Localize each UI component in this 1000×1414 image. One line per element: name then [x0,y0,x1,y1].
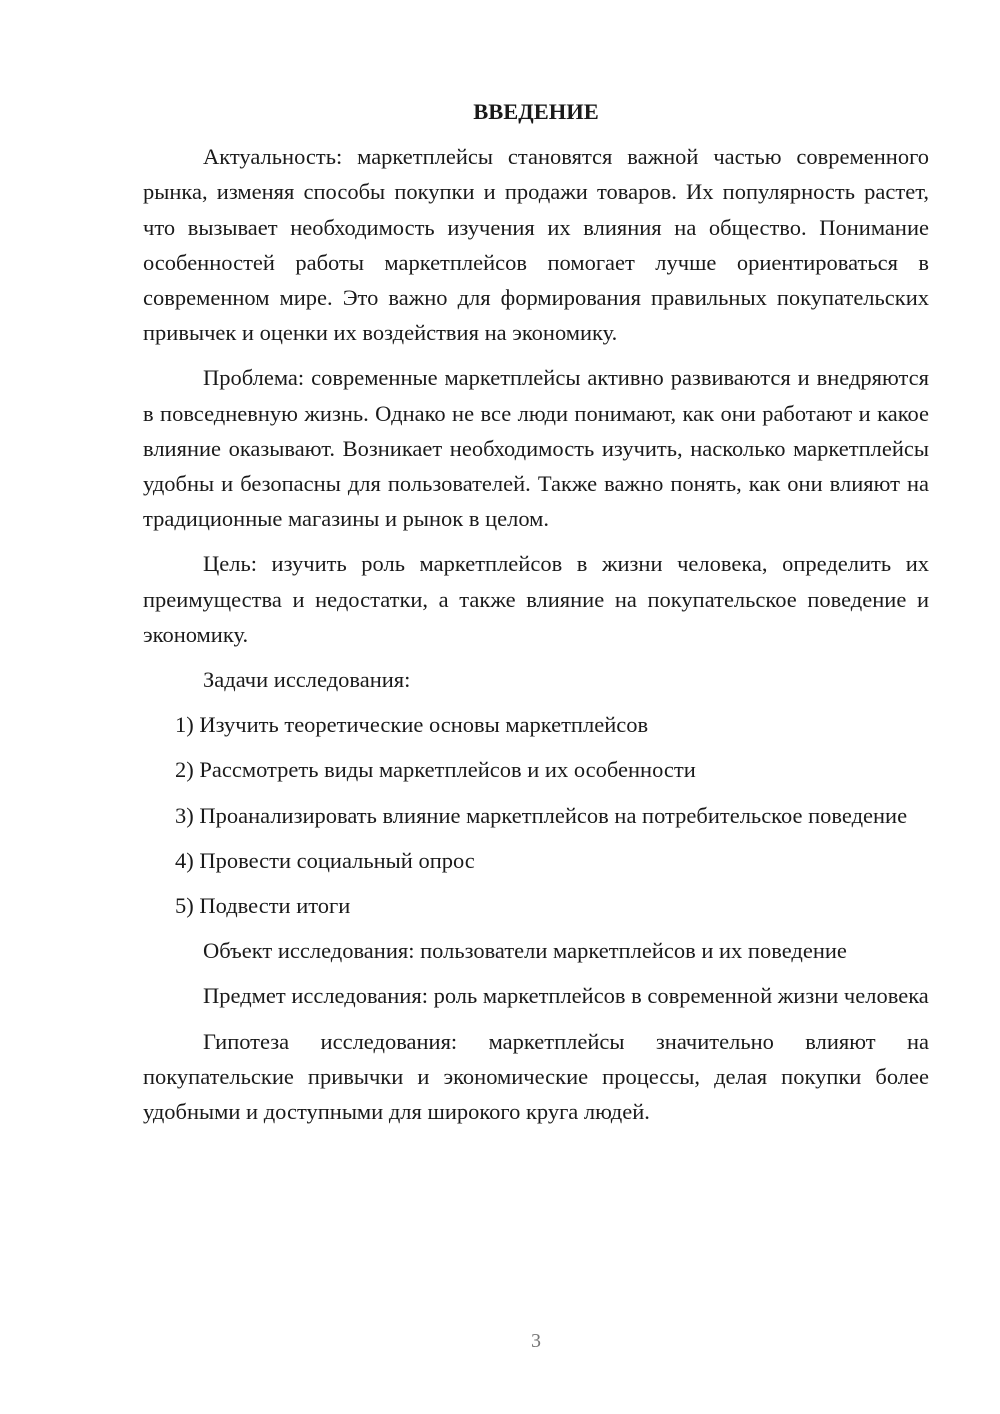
section-title: ВВЕДЕНИЕ [473,99,599,124]
problem-paragraph: Проблема: современные маркетплейсы активно развиваются и внедряются в повседневную жизнь. Однако не все люди понимают, как они работают и какое влияние оказывают. Возникает необходимость изучить, насколько маркетплейсы удобны и безопасны для пользователей. Также важно понять, как они влияют на традиционные магазины и рынок в целом. [143,365,929,532]
goal-paragraph: Цель: изучить роль маркетплейсов в жизни человека, определить их преимущества и недостатки, а также влияние на покупательское поведение и экономику. [143,551,929,647]
document-page [143,94,929,1139]
task-item: 2) Рассмотреть виды маркетплейсов и их особенности [175,757,696,783]
task-item: 4) Провести социальный опрос [175,847,475,873]
page-number: 3 [531,1330,541,1352]
relevance-paragraph: Актуальность: маркетплейсы становятся важной частью современного рынка, изменяя способы покупки и продажи товаров. Их популярность растет, что вызывает необходимость изучения их влияния на общество. Понимание особенностей работы маркетплейсов помогает лучше ориентироваться в современном мире. Это важно для формирования правильных покупательских привычек и оценки их воздействия на экономику. [143,144,929,346]
hypothesis-paragraph: Гипотеза исследования: маркетплейсы значительно влияют на покупательские привычки и экономические процессы, делая покупки более удобными и доступными для широкого круга людей. [143,1028,929,1125]
object-paragraph: Объект исследования: пользователи маркетплейсов и их поведение [203,938,847,964]
task-item: 1) Изучить теоретические основы маркетплейсов [175,712,649,738]
tasks-heading: Задачи исследования: [203,667,411,693]
subject-paragraph: Предмет исследования: роль маркетплейсов в современной жизни человека [203,983,929,1009]
task-item: 5) Подвести итоги [175,893,351,919]
task-item: 3) Проанализировать влияние маркетплейсов на потребительское поведение [175,802,908,828]
